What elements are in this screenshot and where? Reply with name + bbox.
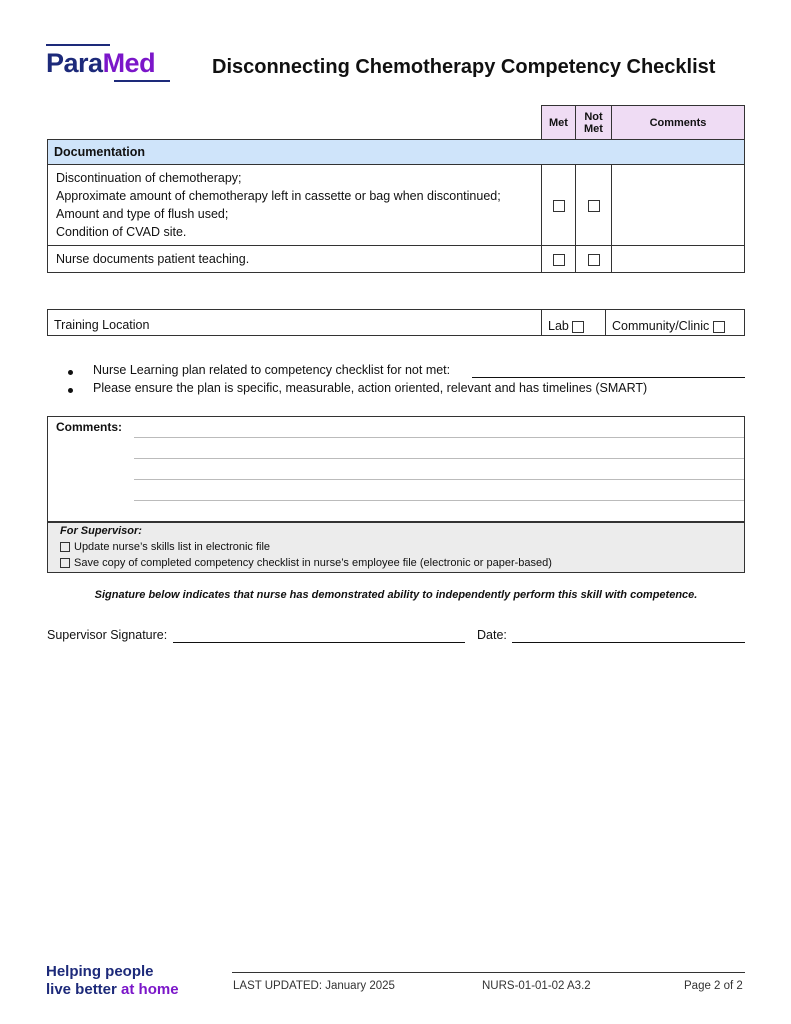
supervisor-item-text: Update nurse’s skills list in electronic file (74, 541, 271, 553)
bullet-text: Please ensure the plan is specific, measurable, action oriented, relevant and has timelines (SMART) (93, 381, 648, 395)
date-label: Date: (477, 628, 507, 642)
page-title: Disconnecting Chemotherapy Competency Checklist (212, 56, 716, 78)
table-row (48, 246, 745, 273)
community-label: Community/Clinic (612, 319, 710, 333)
item-line: Nurse documents patient teaching. (56, 252, 250, 266)
checklist-item (48, 246, 542, 273)
ruled-line (134, 437, 744, 438)
tagline-accent: at home (121, 981, 179, 998)
met-checkbox[interactable] (553, 200, 565, 212)
list-item (62, 381, 745, 399)
supervisor-item[interactable] (60, 557, 552, 569)
table-row (48, 165, 745, 246)
supervisor-heading: For Supervisor: (60, 525, 142, 537)
item-line: Amount and type of flush used; (56, 207, 229, 221)
ruled-line (134, 479, 744, 480)
comments-label: Comments: (56, 420, 123, 434)
paramed-logo (46, 44, 174, 84)
ruled-line (134, 458, 744, 459)
tagline-line2: live better (46, 981, 122, 998)
section-documentation: Documentation (48, 140, 745, 165)
logo-bar (46, 44, 110, 46)
bullet-list (62, 363, 745, 399)
not-met-checkbox[interactable] (588, 200, 600, 212)
training-location-row (47, 309, 745, 336)
community-option[interactable] (612, 319, 725, 333)
checklist-table (47, 105, 745, 273)
community-checkbox[interactable] (713, 321, 725, 333)
supervisor-panel (48, 522, 744, 572)
comments-cell[interactable] (612, 165, 745, 246)
supervisor-signature-label: Supervisor Signature: (47, 628, 168, 642)
footer-tagline (46, 963, 179, 999)
learning-plan-field[interactable] (472, 377, 745, 378)
comments-cell[interactable] (612, 246, 745, 273)
logo-med: Med (102, 48, 156, 78)
bullet-text: Nurse Learning plan related to competency checklist for not met: (93, 363, 451, 377)
signature-statement: Signature below indicates that nurse has demonstrated ability to independently perform this skill with competence. (94, 589, 698, 601)
column-comments: Comments (612, 106, 745, 140)
lab-label: Lab (548, 319, 569, 333)
logo-bar (114, 80, 170, 82)
page-number: Page 2 of 2 (684, 980, 743, 992)
not-met-checkbox[interactable] (588, 254, 600, 266)
supervisor-signature-field[interactable] (173, 642, 465, 643)
date-field[interactable] (512, 642, 745, 643)
list-item (62, 363, 745, 381)
checkbox[interactable] (60, 558, 70, 568)
footer-divider (232, 972, 745, 973)
item-line: Condition of CVAD site. (56, 225, 187, 239)
column-met: Met (542, 106, 576, 140)
checkbox[interactable] (60, 542, 70, 552)
bullet-icon (68, 370, 73, 375)
ruled-line (134, 500, 744, 501)
last-updated: LAST UPDATED: January 2025 (233, 980, 395, 992)
not-met-line2: Met (584, 122, 603, 135)
not-met-line1: Not (584, 110, 603, 123)
item-line: Approximate amount of chemotherapy left in cassette or bag when discontinued; (56, 189, 501, 203)
comments-box[interactable] (47, 416, 745, 573)
supervisor-item-text: Save copy of completed competency checklist in nurse’s employee file (electronic or paper-based) (74, 557, 552, 569)
column-not-met (576, 106, 612, 140)
item-line: Discontinuation of chemotherapy; (56, 171, 242, 185)
training-location-label: Training Location (54, 318, 150, 332)
checklist-item (48, 165, 542, 246)
lab-option[interactable] (548, 319, 584, 333)
lab-checkbox[interactable] (572, 321, 584, 333)
signature-row (47, 628, 745, 646)
document-code: NURS-01-01-02 A3.2 (482, 980, 591, 992)
logo-para: Para (46, 48, 103, 78)
met-checkbox[interactable] (553, 254, 565, 266)
bullet-icon (68, 388, 73, 393)
tagline-line1: Helping people (46, 963, 154, 980)
supervisor-item[interactable] (60, 541, 270, 553)
